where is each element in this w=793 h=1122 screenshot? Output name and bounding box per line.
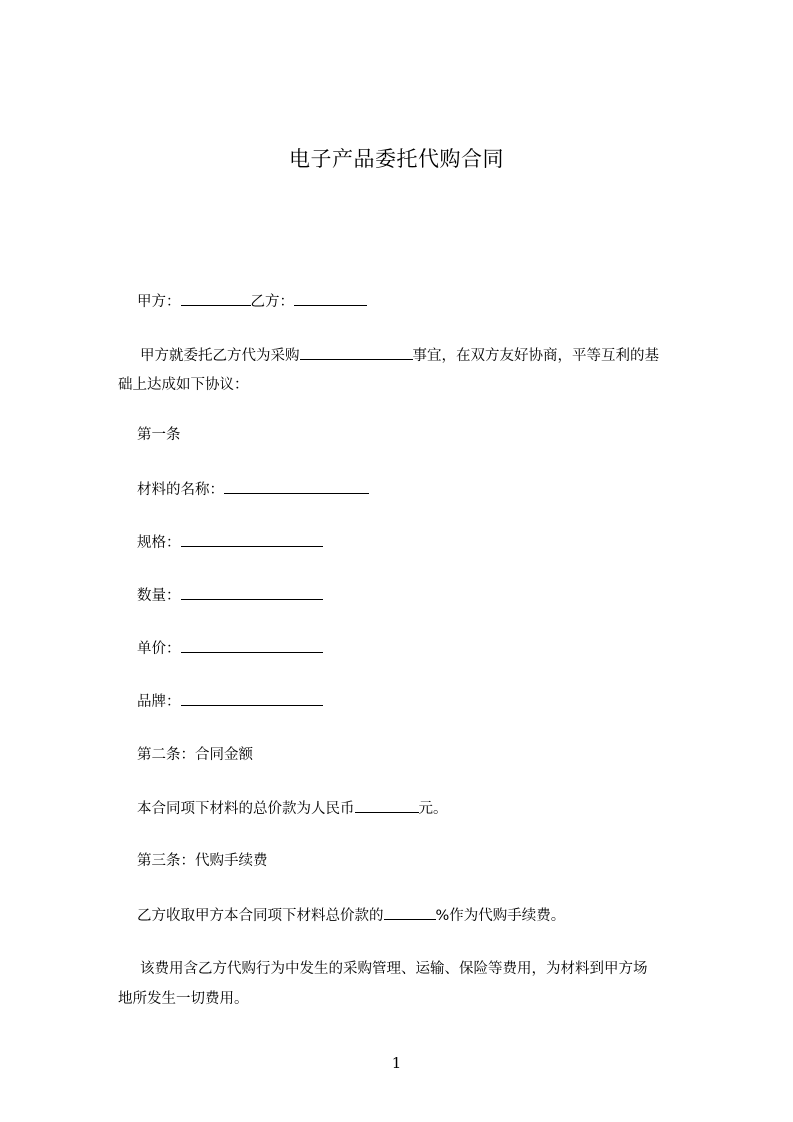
quantity-label: 数量： — [137, 588, 181, 604]
material-name-blank — [224, 479, 369, 494]
parties-line — [137, 291, 367, 312]
total-price-blank — [355, 798, 419, 813]
material-name-line — [137, 479, 369, 500]
article-1-heading: 第一条 — [137, 427, 181, 443]
party-a-blank — [181, 291, 251, 306]
quantity-line — [137, 585, 323, 606]
total-price-unit: 元。 — [418, 801, 448, 817]
unit-price-blank — [181, 638, 323, 653]
contract-title: 电子产品委托代购合同 — [289, 147, 504, 171]
fee-percent-blank — [384, 905, 436, 920]
brand-label: 品牌： — [137, 694, 181, 710]
total-price-text: 本合同项下材料的总价款为人民币 — [137, 801, 355, 817]
cost-line-1: 该费用含乙方代购行为中发生的采购管理、运输、保险等费用，为材料到甲方场 — [140, 961, 648, 977]
total-price-line — [137, 798, 448, 819]
intro-text-a: 甲方就委托乙方代为采购 — [140, 348, 300, 364]
party-b-blank — [294, 291, 367, 306]
fee-line — [137, 905, 565, 926]
cost-line-2: 地所发生一切费用。 — [118, 991, 249, 1007]
spec-blank — [181, 532, 323, 547]
purchase-item-blank — [300, 345, 413, 360]
spec-label: 规格： — [137, 535, 181, 551]
unit-price-label: 单价： — [137, 641, 181, 657]
article-3-heading: 第三条：代购手续费 — [137, 853, 268, 869]
quantity-blank — [181, 585, 323, 600]
party-b-label: 乙方： — [250, 294, 294, 310]
page-number: 1 — [391, 1054, 402, 1072]
brand-blank — [181, 691, 323, 706]
spec-line — [137, 532, 323, 553]
fee-text-end: %作为代购手续费。 — [435, 908, 566, 924]
article-2-heading: 第二条：合同金额 — [137, 747, 253, 763]
material-name-label: 材料的名称： — [137, 482, 224, 498]
fee-text: 乙方收取甲方本合同项下材料总价款的 — [137, 908, 384, 924]
intro-line-2: 础上达成如下协议： — [118, 377, 249, 393]
party-a-label: 甲方： — [137, 294, 181, 310]
intro-text-b: 事宜，在双方友好协商，平等互利的基 — [412, 348, 659, 364]
intro-line-1 — [140, 345, 659, 366]
brand-line — [137, 691, 323, 712]
unit-price-line — [137, 638, 323, 659]
